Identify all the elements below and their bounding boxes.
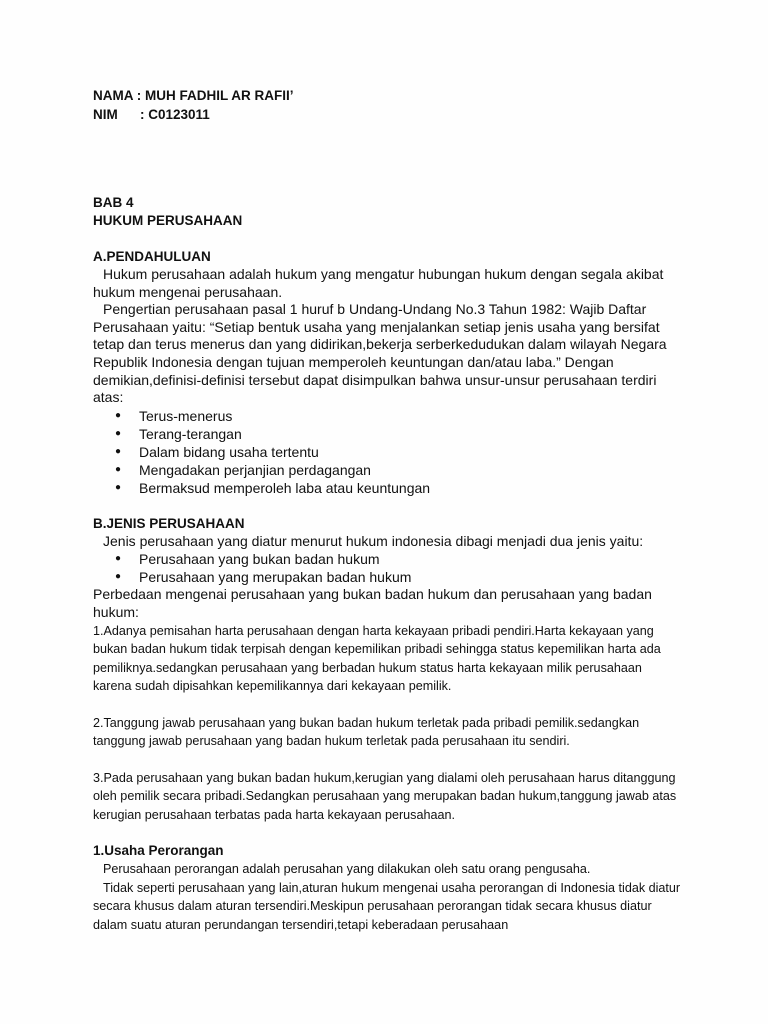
nim-value: : C0123011	[140, 107, 210, 122]
chapter-title: HUKUM PERUSAHAAN	[93, 213, 243, 228]
section-a-heading: A.PENDAHULUAN	[93, 249, 211, 264]
section-1-heading: 1.Usaha Perorangan	[93, 843, 224, 859]
differences-intro: Perbedaan mengenai perusahaan yang bukan badan hukum dan perusahaan yang badan hukum:	[93, 586, 652, 620]
nim-label: NIM	[93, 107, 118, 122]
difference-item-1: 1.Adanya pemisahan harta perusahaan dengan harta kekayaan pribadi pendiri.Harta kekayaan yang bukan badan hukum tidak terpisah dengan kepemilikan pribadi sehingga status kepemilikan harta ada pemiliknya.sedangkan perusahaan yang berbadan hukum status harta kekayaan milik perusahaan karena sudah dipisahkan kepemilikannya dari kekayaan pemilik.	[93, 623, 661, 694]
list-item: ● Bermaksud memperoleh laba atau keuntungan	[93, 479, 683, 497]
student-name: NAMA : MUH FADHIL AR RAFII’	[93, 88, 294, 103]
section-a-paragraph-1: Hukum perusahaan adalah hukum yang mengatur hubungan hukum dengan segala akibat hukum mengenai perusahaan.	[93, 266, 664, 300]
section-b-intro: Jenis perusahaan yang diatur menurut hukum indonesia dibagi menjadi dua jenis yaitu:	[103, 532, 644, 549]
list-item: ● Perusahaan yang bukan badan hukum	[93, 550, 683, 568]
list-item: ● Terang-terangan	[93, 425, 683, 443]
list-item: ● Perusahaan yang merupakan badan hukum	[93, 568, 683, 586]
document-page	[93, 86, 683, 934]
difference-item-2: 2.Tanggung jawab perusahaan yang bukan badan hukum terletak pada pribadi pemilik.sedangkan tanggung jawab perusahaan yang badan hukum terletak pada perusahaan itu sendiri.	[93, 715, 640, 749]
difference-item-3: 3.Pada perusahaan yang bukan badan hukum,kerugian yang dialami oleh perusahaan harus ditanggung oleh pemilik secara pribadi.Sedangkan perusahaan yang merupakan badan hukum,tanggung jawab atas kerugian perusahaan terbatas pada harta kekayaan perusahaan.	[93, 770, 677, 822]
student-nim	[93, 105, 683, 124]
section-1-paragraph-1: Perusahaan perorangan adalah perusahan yang dilakukan oleh satu orang pengusaha.	[103, 862, 591, 877]
section-b-heading: B.JENIS PERUSAHAAN	[93, 515, 245, 531]
elements-list	[93, 407, 683, 497]
section-a-paragraph-2: Pengertian perusahaan pasal 1 huruf b Undang-Undang No.3 Tahun 1982: Wajib Daftar Perusahaan yaitu: “Setiap bentuk usaha yang menjalankan setiap jenis usaha yang bersifat tetap dan terus menerus dan yang didirikan,bekerja serberkedudukan dalam wilayah Negara Republik Indonesia dengan tujuan memperoleh keuntungan dan/atau laba.” Dengan demikian,definisi-definisi tersebut dapat disimpulkan bahwa unsur-unsur perusahaan terdiri atas:	[93, 301, 667, 406]
types-list	[93, 550, 683, 586]
section-1-paragraph-2: Tidak seperti perusahaan yang lain,aturan hukum mengenai usaha perorangan di Indonesia tidak diatur secara khusus dalam aturan tersendiri.Meskipun perusahaan perorangan tidak secara khusus diatur dalam suatu aturan perundangan tersendiri,tetapi keberadaan perusahaan	[93, 880, 681, 932]
list-item: ● Terus-menerus	[93, 407, 683, 425]
chapter-label: BAB 4	[93, 195, 134, 210]
list-item: ● Dalam bidang usaha tertentu	[93, 443, 683, 461]
list-item: ● Mengadakan perjanjian perdagangan	[93, 461, 683, 479]
